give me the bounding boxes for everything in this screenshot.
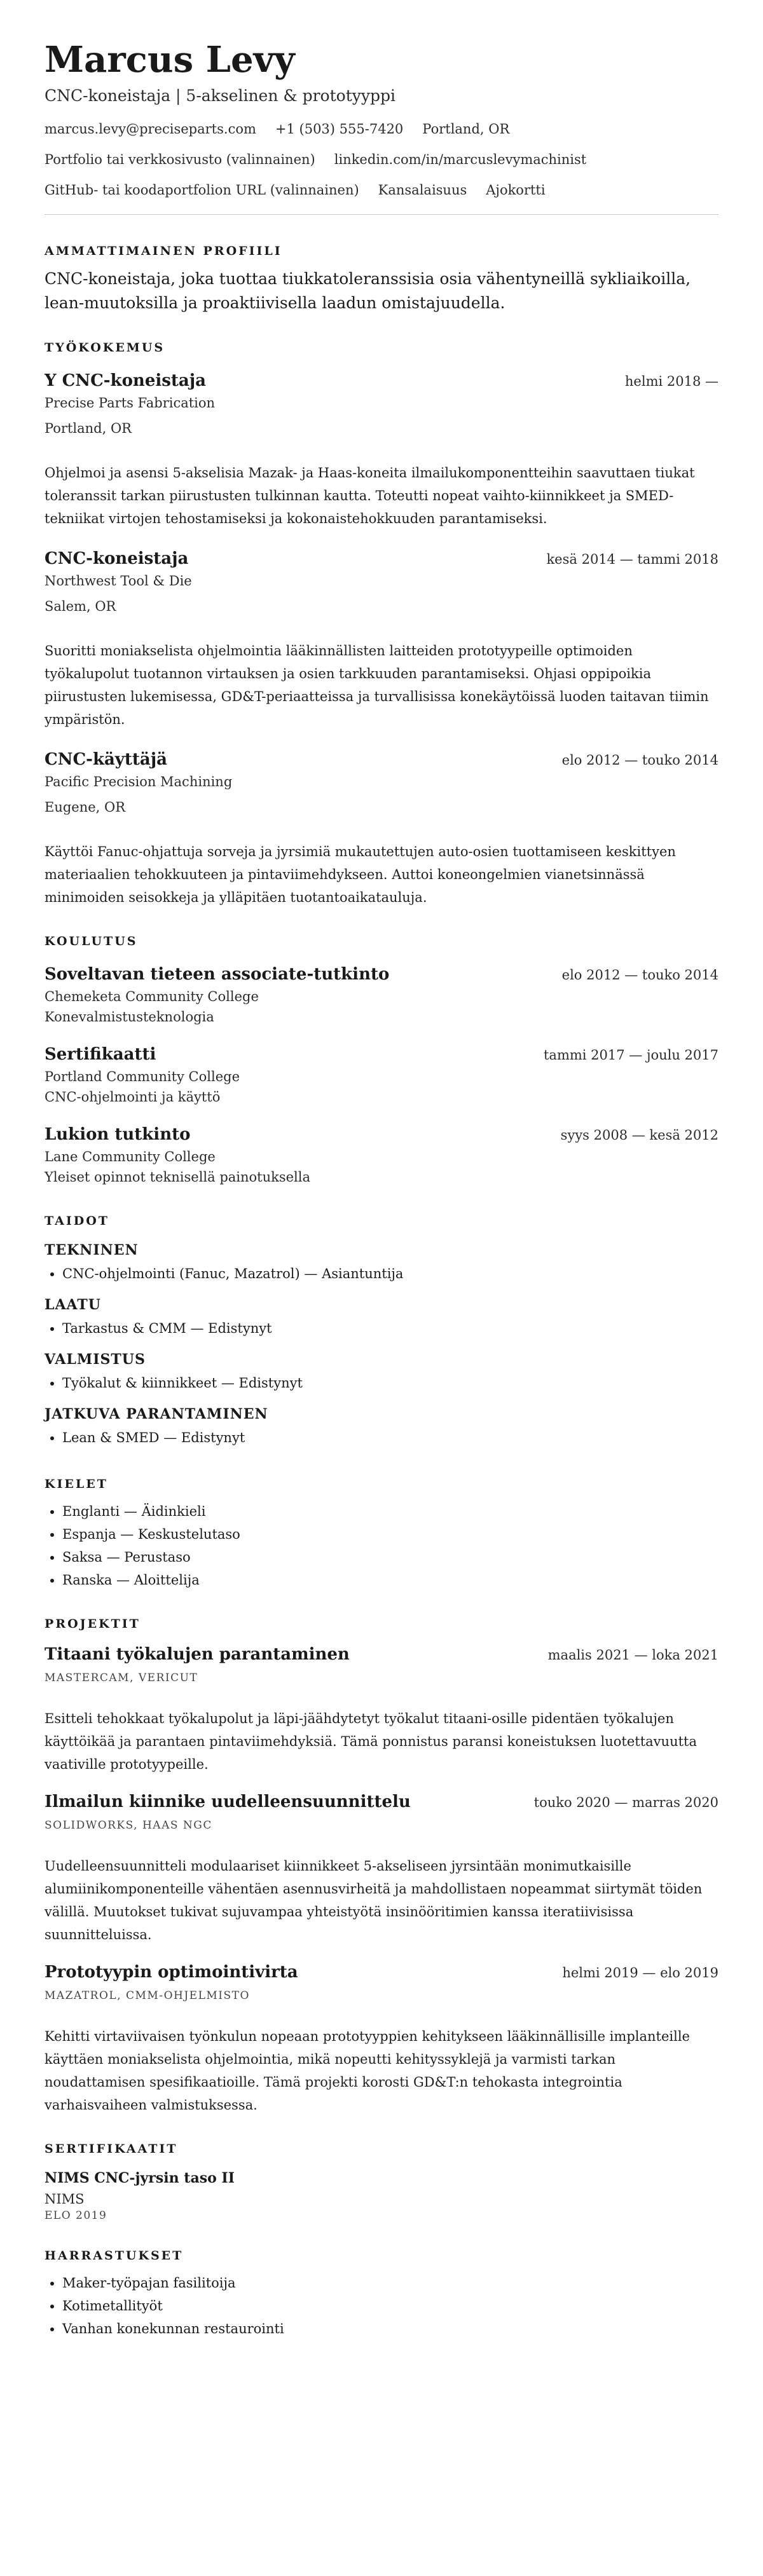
project-tech: MAZATROL, CMM-OHJELMISTO — [45, 1989, 250, 2002]
job-description: Ohjelmoi ja asensi 5-akselisia Mazak- ja Haas-koneita ilmailukomponentteihin saavuttaen tiukat toleranssit tarkan piirustusten tulkinnan kautta. Toteutti nopeat vaihto-kiinnikkeet ja SMED-tekniikat virtojen tehostamiseksi ja kokonaistehokkuuden parantamiseksi. — [45, 465, 695, 526]
skill-list — [45, 1372, 718, 1394]
project-description: Esitteli tehokkaat työkalupolut ja läpi-jäähdytetyt työkalut titaani-osille pidentäen työkalujen käyttöikää ja parantaen pintaviimehdyksiä. Tämä ponnistus paransi koneistuksen luotettavuutta vaativille prototyypeille. — [45, 1711, 697, 1772]
languages-title: KIELET — [45, 1477, 108, 1491]
github-link[interactable]: GitHub- tai koodaportfolion URL (valinnainen) — [45, 182, 359, 198]
hobby-item: • Maker-työpajan fasilitoija — [62, 2272, 718, 2294]
portfolio-link[interactable]: Portfolio tai verkkosivusto (valinnainen) — [45, 152, 315, 167]
hobby-item: • Kotimetallityöt — [62, 2294, 718, 2317]
skill-category — [45, 1242, 718, 1285]
project-title: Prototyypin optimointivirta — [45, 1963, 298, 1982]
skills-section — [45, 1214, 718, 1449]
skill-item: • Työkalut & kiinnikkeet — Edistynyt — [62, 1372, 718, 1394]
job-description: Käyttöi Fanuc-ohjattuja sorveja ja jyrsimiä mukautettujen auto-osien tuottamiseen keskittyen materiaalien tehokkuuteen ja pintaviimehdykseen. Auttoi koneongelmien vianetsinnässä minimoiden seisokkeja ja ylläpitäen tuotantoaikatauluja. — [45, 844, 676, 905]
field-of-study: CNC-ohjelmointi ja käyttö — [45, 1089, 221, 1105]
language-list — [45, 1500, 718, 1591]
job-location: Portland, OR — [45, 421, 132, 436]
skill-item: • Tarkastus & CMM — Edistynyt — [62, 1317, 718, 1340]
certification-entry — [45, 2170, 718, 2222]
linkedin-link[interactable]: linkedin.com/in/marcuslevymachinist — [334, 152, 587, 167]
project-title: Titaani työkalujen parantaminen — [45, 1645, 350, 1664]
experience-entry — [45, 549, 718, 731]
project-date: touko 2020 — marras 2020 — [533, 1795, 718, 1810]
field-of-study: Yleiset opinnot teknisellä painotuksella — [45, 1169, 311, 1185]
job-title: CNC-koneistaja — [45, 549, 189, 568]
project-tech: SOLIDWORKS, HAAS NGC — [45, 1819, 212, 1832]
degree-date: tammi 2017 — joulu 2017 — [543, 1047, 718, 1063]
experience-title: TYÖKOKEMUS — [45, 341, 165, 355]
certifications-title: SERTIFIKAATIT — [45, 2142, 178, 2156]
certifications-section — [45, 2142, 718, 2222]
project-entry — [45, 1963, 718, 2116]
skill-category-name: VALMISTUS — [45, 1351, 146, 1368]
hobby-list — [45, 2272, 718, 2340]
job-description: Suoritti moniakselista ohjelmointia lääkinnällisten laitteiden prototyypeille optimoiden työkalupolut tuotannon virtauksen ja osien tarkkuuden parantamiseksi. Ohjasi oppipoikia piirustusten lukemisessa, GD&T-periaatteissa ja turvallisissa konekäytöissä luoden taitavan tiimin ympäristön. — [45, 643, 709, 727]
certification-date: ELO 2019 — [45, 2209, 107, 2222]
education-entry — [45, 1045, 718, 1107]
skill-list — [45, 1426, 718, 1449]
skill-list — [45, 1262, 718, 1285]
job-date: elo 2012 — touko 2014 — [561, 753, 718, 768]
hobbies-title: HARRASTUKSET — [45, 2249, 184, 2263]
language-item: • Espanja — Keskustelutaso — [62, 1523, 718, 1546]
language-item: • Englanti — Äidinkieli — [62, 1500, 718, 1523]
projects-section — [45, 1617, 718, 2116]
school-name: Lane Community College — [45, 1149, 216, 1164]
skills-title: TAIDOT — [45, 1214, 109, 1228]
project-entry — [45, 1792, 718, 1946]
profile-text: CNC-koneistaja, joka tuottaa tiukkatoleranssisia osia vähentyneillä sykliaikoilla, lean-muutoksilla ja proaktiivisella laadun omistajuudella. — [45, 269, 691, 312]
certification-issuer: NIMS — [45, 2191, 85, 2207]
skill-item: • CNC-ohjelmointi (Fanuc, Mazatrol) — Asiantuntija — [62, 1262, 718, 1285]
project-date: helmi 2019 — elo 2019 — [562, 1965, 718, 1980]
project-description: Kehitti virtaviivaisen työnkulun nopeaan prototyyppien kehitykseen lääkinnällisille implanteille käyttäen moniakselista ohjelmointia, mikä nopeutti kehityssyklejä ja varmisti tarkan noudattamisen spesifikaatioille. Tämä projekti korosti GD&T:n tehokasta integrointia varhaisvaiheen valmistuksessa. — [45, 2029, 690, 2113]
phone-number: +1 (503) 555-7420 — [275, 121, 404, 137]
education-title: KOULUTUS — [45, 934, 138, 948]
profile-title: AMMATTIMAINEN PROFIILI — [45, 244, 282, 258]
school-name: Portland Community College — [45, 1069, 240, 1084]
degree-title: Soveltavan tieteen associate-tutkinto — [45, 965, 390, 984]
project-title: Ilmailun kiinnike uudelleensuunnittelu — [45, 1792, 411, 1811]
resume-header — [45, 37, 718, 215]
experience-section — [45, 341, 718, 909]
citizenship: Kansalaisuus — [378, 182, 467, 198]
candidate-name: Marcus Levy — [45, 39, 295, 81]
job-date: kesä 2014 — tammi 2018 — [546, 552, 718, 567]
certification-name: NIMS CNC-jyrsin taso II — [45, 2170, 235, 2186]
skill-category — [45, 1297, 718, 1340]
hobbies-section — [45, 2249, 718, 2340]
job-company: Northwest Tool & Die — [45, 573, 192, 589]
field-of-study: Konevalmistusteknologia — [45, 1009, 214, 1025]
header-divider — [45, 214, 718, 215]
contact-row-3 — [45, 180, 718, 200]
education-entry — [45, 965, 718, 1027]
project-entry — [45, 1645, 718, 1776]
education-section — [45, 934, 718, 1187]
contact-row-1 — [45, 119, 718, 139]
job-company: Pacific Precision Machining — [45, 774, 233, 789]
degree-date: syys 2008 — kesä 2012 — [560, 1128, 718, 1143]
degree-date: elo 2012 — touko 2014 — [561, 967, 718, 983]
degree-title: Sertifikaatti — [45, 1045, 156, 1064]
languages-section — [45, 1477, 718, 1591]
skill-list — [45, 1317, 718, 1340]
skill-category-name: TEKNINEN — [45, 1242, 139, 1258]
skill-category — [45, 1406, 718, 1449]
education-entry — [45, 1125, 718, 1187]
experience-entry — [45, 371, 718, 530]
degree-title: Lukion tutkinto — [45, 1125, 191, 1144]
skill-category-name: JATKUVA PARANTAMINEN — [45, 1406, 268, 1422]
project-date: maalis 2021 — loka 2021 — [547, 1647, 718, 1663]
hobby-item: • Vanhan konekunnan restaurointi — [62, 2317, 718, 2340]
project-tech: MASTERCAM, VERICUT — [45, 1672, 198, 1684]
job-title: CNC-käyttäjä — [45, 750, 168, 769]
profile-section — [45, 244, 718, 315]
headline: CNC-koneistaja | 5-akselinen & prototyyppi — [45, 86, 395, 105]
drivers-license: Ajokortti — [486, 182, 546, 198]
job-title: Y CNC-koneistaja — [45, 371, 206, 390]
job-date: helmi 2018 — — [624, 374, 718, 389]
skill-category-name: LAATU — [45, 1297, 101, 1313]
skill-category — [45, 1351, 718, 1394]
skill-item: • Lean & SMED — Edistynyt — [62, 1426, 718, 1449]
projects-title: PROJEKTIT — [45, 1617, 141, 1631]
email-link[interactable]: marcus.levy@preciseparts.com — [45, 121, 256, 137]
language-item: • Ranska — Aloittelija — [62, 1569, 718, 1591]
job-location: Eugene, OR — [45, 800, 126, 815]
location: Portland, OR — [422, 121, 510, 137]
language-item: • Saksa — Perustaso — [62, 1546, 718, 1569]
contact-row-2 — [45, 149, 718, 170]
experience-entry — [45, 750, 718, 909]
project-description: Uudelleensuunnitteli modulaariset kiinnikkeet 5-akseliseen jyrsintään monimutkaisille alumiinikomponenteille vähentäen asennusvirheitä ja mahdollistaen nopeammat siirtymät töiden välillä. Muutokset tukivat sujuvampaa yhteistyötä insinööritimien kanssa iteratiivisissa suunnitteluissa. — [45, 1858, 703, 1942]
job-location: Salem, OR — [45, 599, 116, 614]
job-company: Precise Parts Fabrication — [45, 395, 216, 411]
school-name: Chemeketa Community College — [45, 989, 259, 1004]
